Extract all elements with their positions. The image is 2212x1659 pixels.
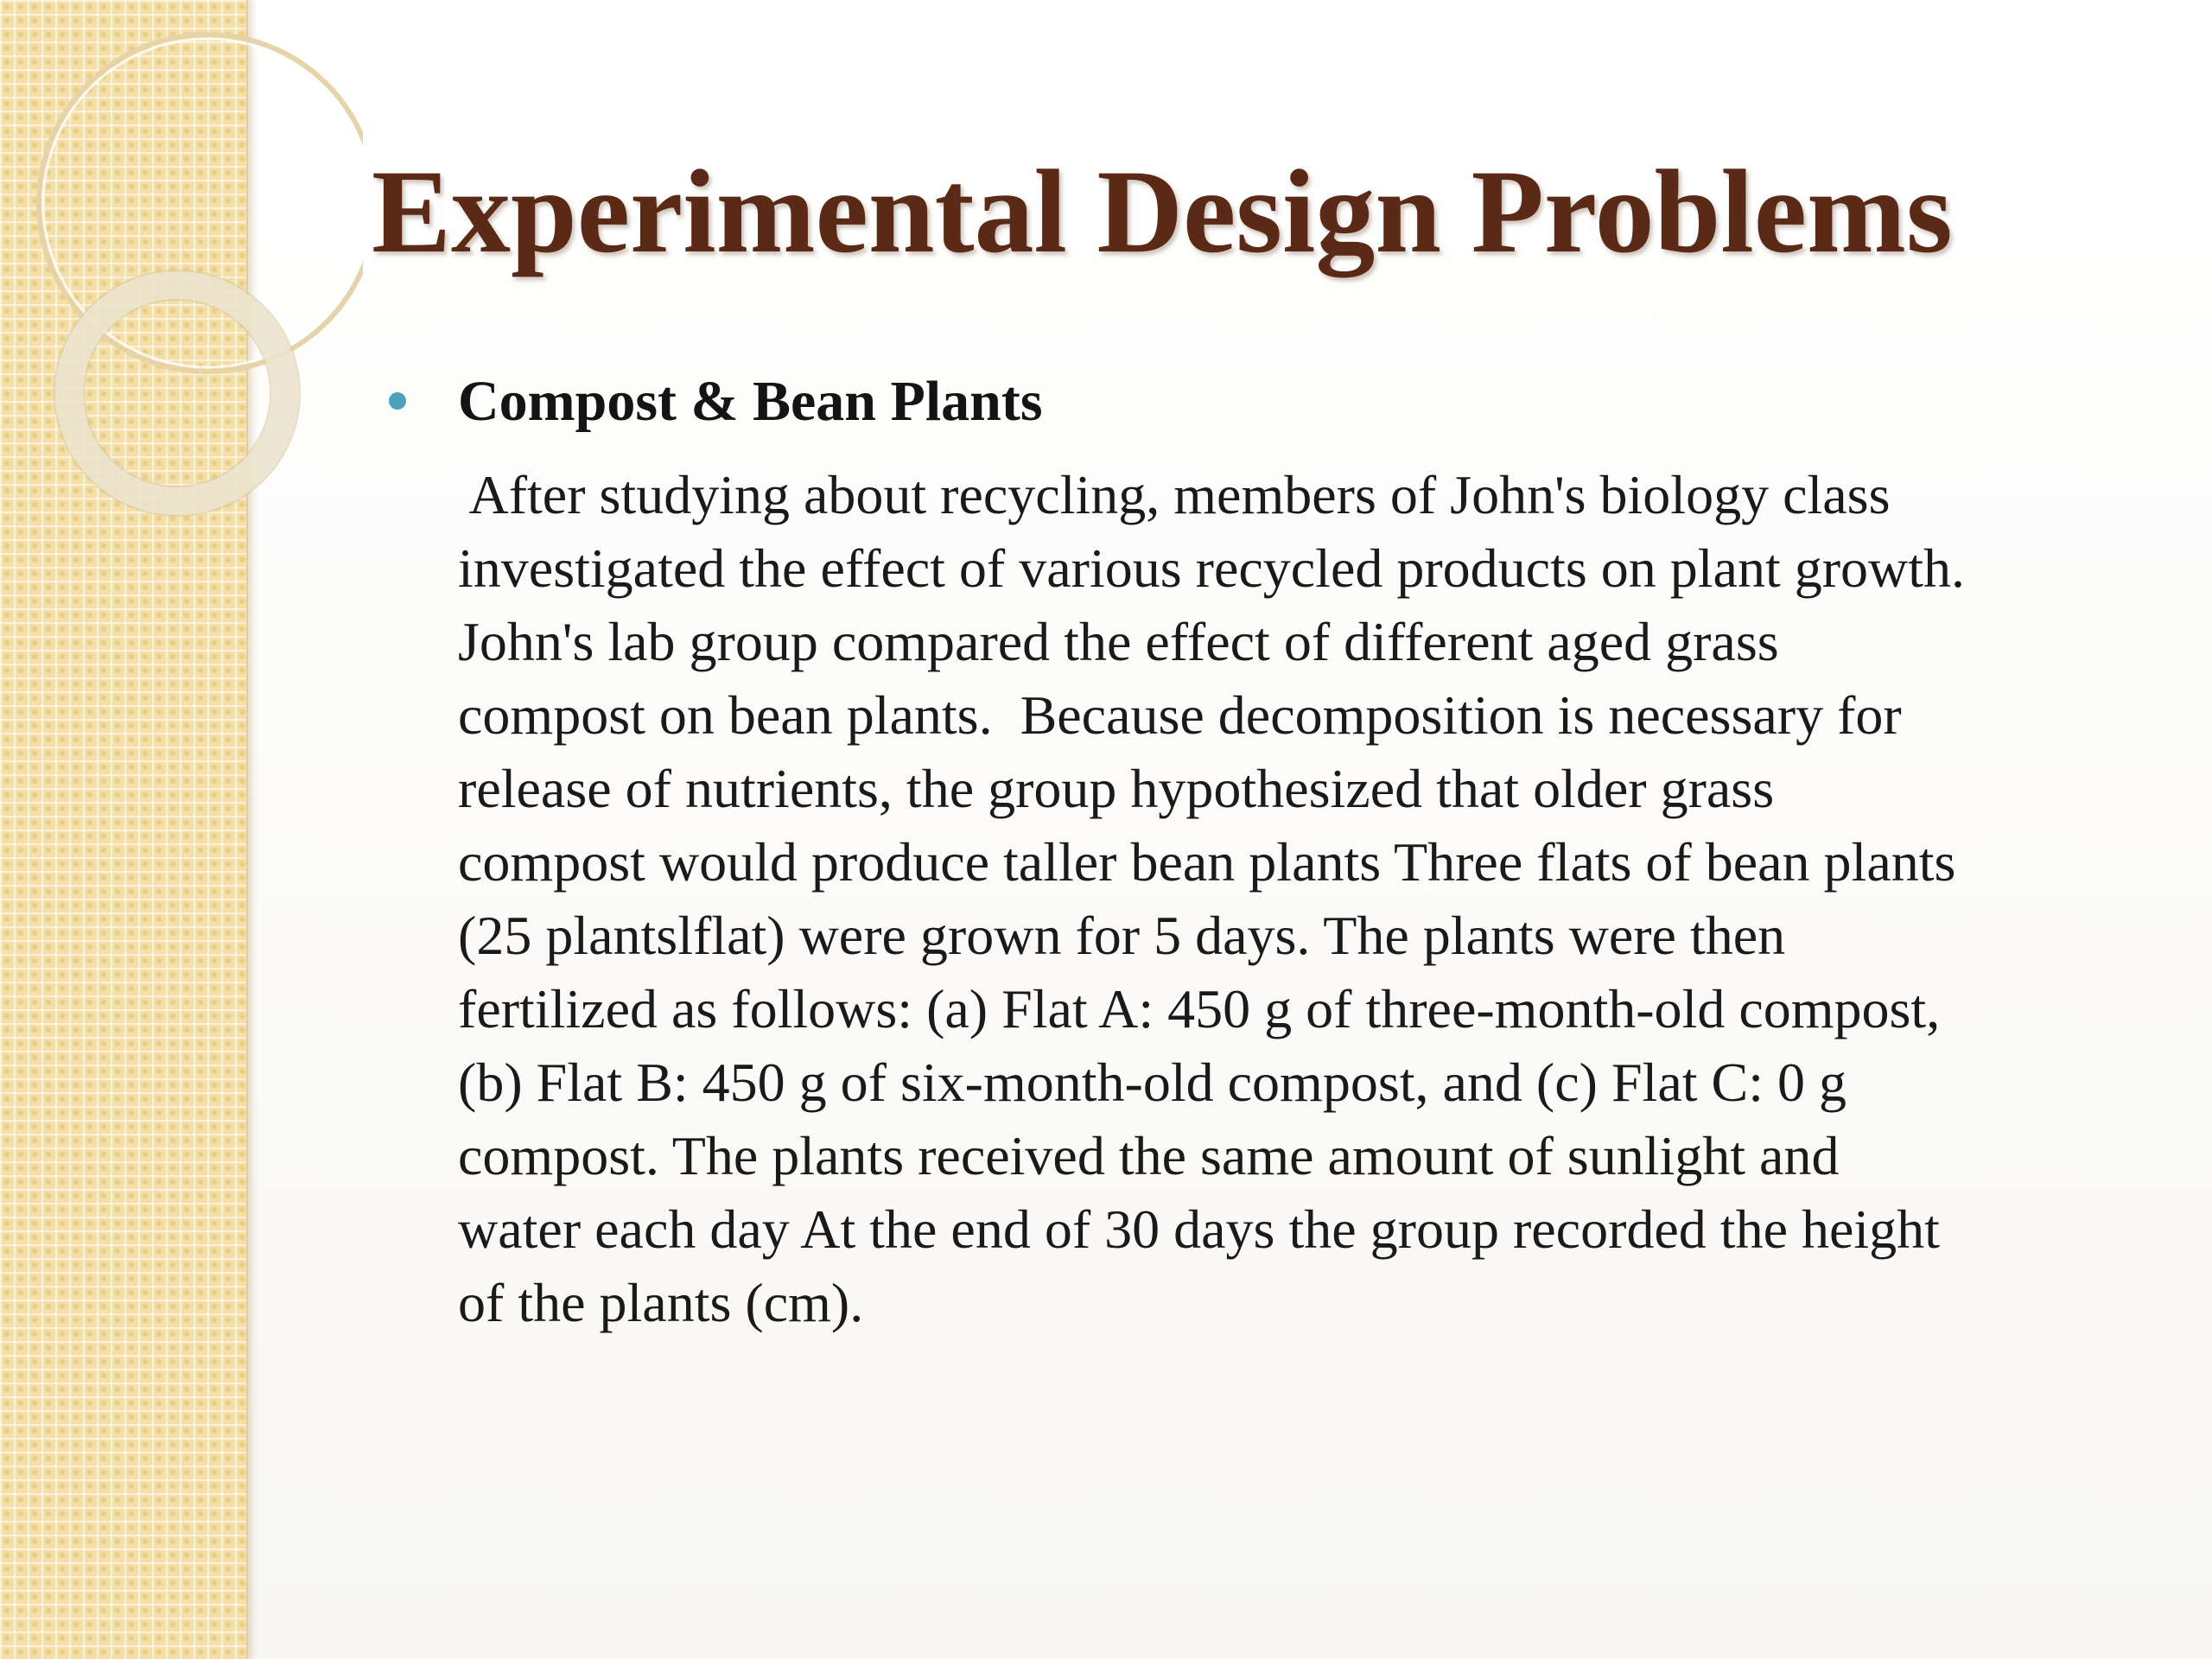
slide-title: Experimental Design Problems [372, 145, 1953, 277]
paragraph-line: fertilized as follows: (a) Flat A: 450 g of three-month-old compost, [458, 978, 1941, 1039]
paragraph-line: After studying about recycling, members of John's biology class [458, 464, 1891, 525]
paragraph-line: (b) Flat B: 450 g of six-month-old compost, and (c) Flat C: 0 g [458, 1052, 1847, 1113]
side-panel-shadow [246, 0, 258, 1659]
paragraph-line: of the plants (cm). [458, 1272, 864, 1333]
bullet-dot-icon [389, 392, 406, 410]
slide-content [389, 363, 2152, 1333]
decorative-side-panel [0, 0, 248, 1659]
paragraph-line: compost on bean plants. Because decomposition is necessary for [458, 684, 1902, 746]
paragraph-line: investigated the effect of various recycled products on plant growth. [458, 537, 1966, 599]
paragraph-line: compost. The plants received the same amount of sunlight and [458, 1125, 1840, 1186]
bullet-heading: Compost & Bean Plants [458, 370, 1043, 433]
bullet-item [389, 363, 2152, 442]
paragraph-line: release of nutrients, the group hypothesized that older grass [458, 758, 1775, 819]
paragraph-line: John's lab group compared the effect of different aged grass [458, 611, 1779, 672]
paragraph-line: water each day At the end of 30 days the group recorded the height [458, 1198, 1940, 1260]
paragraph-line: compost would produce taller bean plants Three flats of bean plants [458, 831, 1956, 893]
paragraph-line: (25 plantslflat) were grown for 5 days. The plants were then [458, 905, 1786, 966]
bullet-paragraph [458, 458, 2186, 1339]
